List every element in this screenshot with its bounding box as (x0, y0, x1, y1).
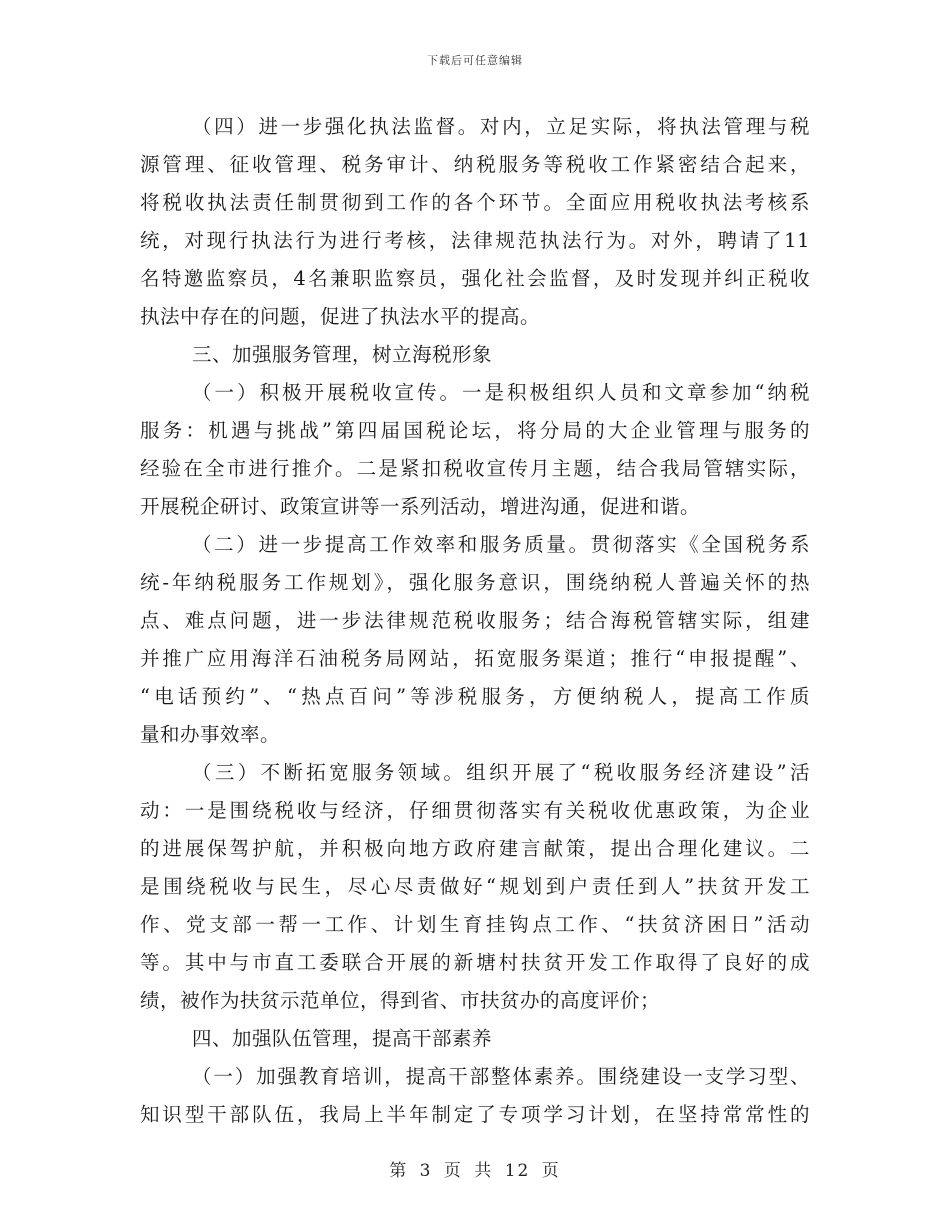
text-line: 的进展保驾护航，并积极向地方政府建言献策，提出合理化建议。二 (140, 837, 810, 860)
text-line: 并推广应用海洋石油税务局网站，拓宽服务渠道；推行“申报提醒”、 (140, 647, 810, 670)
text-line: 执法中存在的问题，促进了执法水平的提高。 (140, 305, 541, 328)
text-line: （二）进一步提高工作效率和服务质量。贯彻落实《全国税务系 (192, 533, 810, 556)
document-body (140, 108, 810, 1134)
page-number: 第 3 页 共 12 页 (389, 1161, 561, 1181)
page-header-note: 下载后可任意编辑 (427, 54, 523, 67)
text-line: （四）进一步强化执法监督。对内，立足实际，将执法管理与税 (192, 115, 810, 138)
text-line: 动：一是围绕税收与经济，仔细贯彻落实有关税收优惠政策，为企业 (140, 799, 810, 822)
text-line: 服务：机遇与挑战”第四届国税论坛，将分局的大企业管理与服务的 (140, 419, 810, 442)
text-line: 经验在全市进行推介。二是紧扣税收宣传月主题，结合我局管辖实际， (140, 457, 810, 480)
text-line: 点、难点问题，进一步法律规范税收服务；结合海税管辖实际，组建 (140, 609, 810, 632)
text-line: 统-年纳税服务工作规划》，强化服务意识，围绕纳税人普遍关怀的热 (140, 571, 810, 594)
text-line: 作、党支部一帮一工作、计划生育挂钩点工作、“扶贫济困日”活动 (140, 913, 810, 936)
text-line: 名特邀监察员，4名兼职监察员，强化社会监督，及时发现并纠正税收 (140, 267, 810, 290)
text-line: （一）加强教育培训，提高干部整体素养。围绕建设一支学习型、 (192, 1065, 810, 1088)
text-line: “电话预约”、“热点百问”等涉税服务，方便纳税人，提高工作质 (140, 685, 810, 708)
text-line: 将税收执法责任制贯彻到工作的各个环节。全面应用税收执法考核系 (140, 191, 810, 214)
text-line: 源管理、征收管理、税务审计、纳税服务等税收工作紧密结合起来， (140, 153, 810, 176)
text-line: 是围绕税收与民生，尽心尽责做好“规划到户责任到人”扶贫开发工 (140, 875, 810, 898)
section-heading: 三、加强服务管理，树立海税形象 (192, 343, 493, 366)
text-line: （三）不断拓宽服务领域。组织开展了“税收服务经济建设”活 (192, 761, 810, 784)
text-line: （一）积极开展税收宣传。一是积极组织人员和文章参加“纳税 (192, 381, 810, 404)
text-line: 量和办事效率。 (140, 723, 281, 746)
text-line: 统，对现行执法行为进行考核，法律规范执法行为。对外，聘请了11 (140, 229, 810, 252)
text-line: 等。其中与市直工委联合开展的新塘村扶贫开发工作取得了良好的成 (140, 951, 810, 974)
text-line: 开展税企研讨、政策宣讲等一系列活动，增进沟通，促进和谐。 (140, 495, 701, 518)
text-line: 知识型干部队伍，我局上半年制定了专项学习计划，在坚持常常性的 (140, 1103, 810, 1126)
section-heading: 四、加强队伍管理，提高干部素养 (192, 1027, 493, 1050)
text-line: 绩，被作为扶贫示范单位，得到省、市扶贫办的高度评价； (140, 989, 661, 1012)
